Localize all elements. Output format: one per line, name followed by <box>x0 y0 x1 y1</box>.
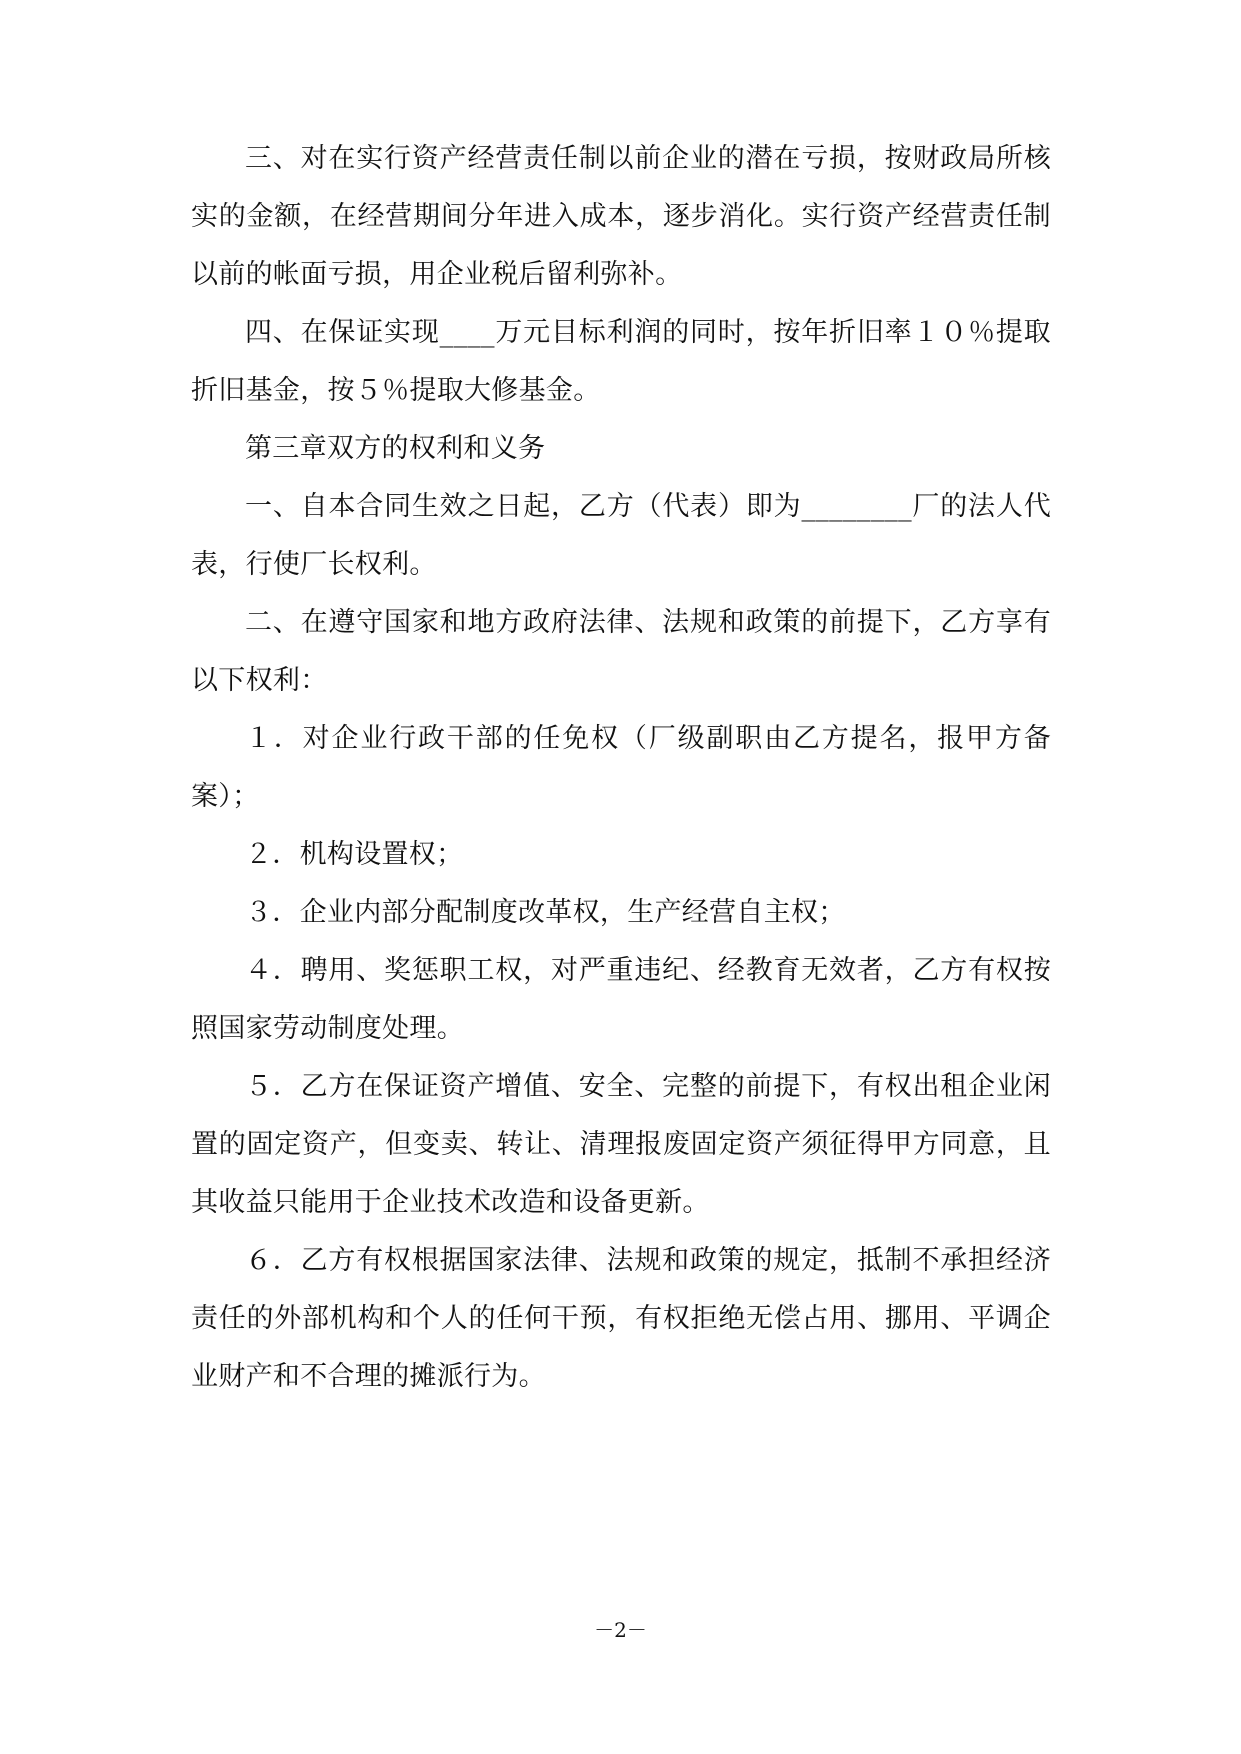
list-item: ６．乙方有权根据国家法律、法规和政策的规定，抵制不承担经济责任的外部机构和个人的任何干预，有权拒绝无偿占用、挪用、平调企业财产和不合理的摊派行为。 <box>191 1245 1051 1392</box>
paragraph-rights-2: 二、在遵守国家和地方政府法律、法规和政策的前提下，乙方享有以下权利： <box>191 607 1051 696</box>
paragraph-rights-1: 一、自本合同生效之日起，乙方（代表）即为________厂的法人代表，行使厂长权利。 <box>191 491 1051 580</box>
document-body <box>191 130 1051 1406</box>
paragraph-article-4: 四、在保证实现____万元目标利润的同时，按年折旧率１０％提取折旧基金，按５％提取大修基金。 <box>191 317 1051 406</box>
list-item: ５．乙方在保证资产增值、安全、完整的前提下，有权出租企业闲置的固定资产，但变卖、转让、清理报废固定资产须征得甲方同意，且其收益只能用于企业技术改造和设备更新。 <box>191 1071 1051 1218</box>
list-item: １．对企业行政干部的任免权（厂级副职由乙方提名，报甲方备案）； <box>191 723 1051 812</box>
page-number: －2－ <box>594 1618 647 1642</box>
list-item: ４．聘用、奖惩职工权，对严重违纪、经教育无效者，乙方有权按照国家劳动制度处理。 <box>191 955 1051 1044</box>
chapter-heading: 第三章双方的权利和义务 <box>245 433 546 464</box>
list-item: ３．企业内部分配制度改革权，生产经营自主权； <box>245 897 846 928</box>
list-item: ２．机构设置权； <box>245 839 464 870</box>
paragraph-article-3: 三、对在实行资产经营责任制以前企业的潜在亏损，按财政局所核实的金额，在经营期间分年进入成本，逐步消化。实行资产经营责任制以前的帐面亏损，用企业税后留利弥补。 <box>191 143 1051 290</box>
